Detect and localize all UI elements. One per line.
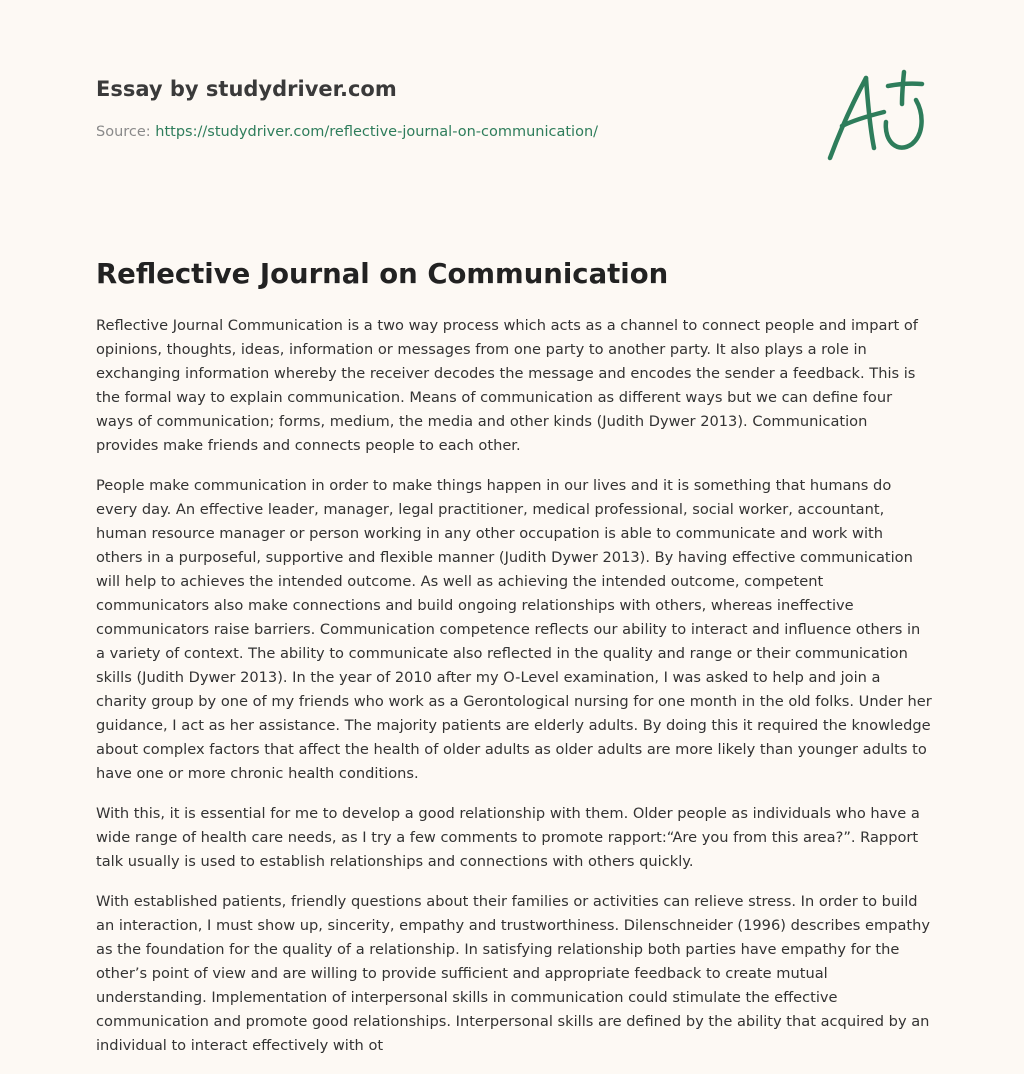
- source-line: [96, 122, 796, 142]
- essay-paragraph: With this, it is essential for me to develop a good relationship with them. Older people as individuals who have a wide range of health care needs, as I try a few comments to promote rapport:“Are you from this area?”. Rapport talk usually is used to establish relationships and connections with others quickly.: [96, 805, 920, 870]
- essay-paragraph: With established patients, friendly questions about their families or activities can relieve stress. In order to build an interaction, I must show up, sincerity, empathy and trustworthiness. Dilenschneider (1996) describes empathy as the foundation for the quality of a relationship. In satisfying relationship both parties have empathy for the other’s point of view and are willing to provide sufficient and appropriate feedback to create mutual understanding. Implementation of interpersonal skills in communication could stimulate the effective communication and promote good relationships. Interpersonal skills are defined by the ability that acquired by an individual to interact effectively with ot: [96, 893, 930, 1054]
- essay-body: [96, 314, 932, 1074]
- essay-title: Reflective Journal on Communication: [96, 258, 669, 290]
- page-header: [96, 74, 796, 142]
- a-plus-logo-icon: [820, 66, 930, 166]
- essay-paragraph: People make communication in order to make things happen in our lives and it is something that humans do every day. An effective leader, manager, legal practitioner, medical professional, social worker, accountant, human resource manager or person working in any other occupation is able to communicate and work with others in a purposeful, supportive and flexible manner (Judith Dywer 2013). By having effective communication will help to achieves the intended outcome. As well as achieving the intended outcome, competent communicators also make connections and build ongoing relationships with others, whereas ineffective communicators raise barriers. Communication competence reflects our ability to interact and influence others in a variety of context. The ability to communicate also reflected in the quality and range or their communication skills (Judith Dywer 2013). In the year of 2010 after my O-Level examination, I was asked to help and join a charity group by one of my friends who work as a Gerontological nursing for one month in the old folks. Under her guidance, I act as her assistance. The majority patients are elderly adults. By doing this it required the knowledge about complex factors that affect the health of older adults as older adults are more likely than younger adults to have one or more chronic health conditions.: [96, 477, 932, 782]
- source-label: Source:: [96, 124, 151, 140]
- site-title: Essay by studydriver.com: [96, 77, 397, 101]
- source-link[interactable]: https://studydriver.com/reflective-journal-on-communication/: [155, 124, 599, 140]
- essay-paragraph: Reflective Journal Communication is a two way process which acts as a channel to connect people and impart of opinions, thoughts, ideas, information or messages from one party to another party. It also plays a role in exchanging information whereby the receiver decodes the message and encodes the sender a feedback. This is the formal way to explain communication. Means of communication as different ways but we can define four ways of communication; forms, medium, the media and other kinds (Judith Dywer 2013). Communication provides make friends and connects people to each other.: [96, 317, 918, 454]
